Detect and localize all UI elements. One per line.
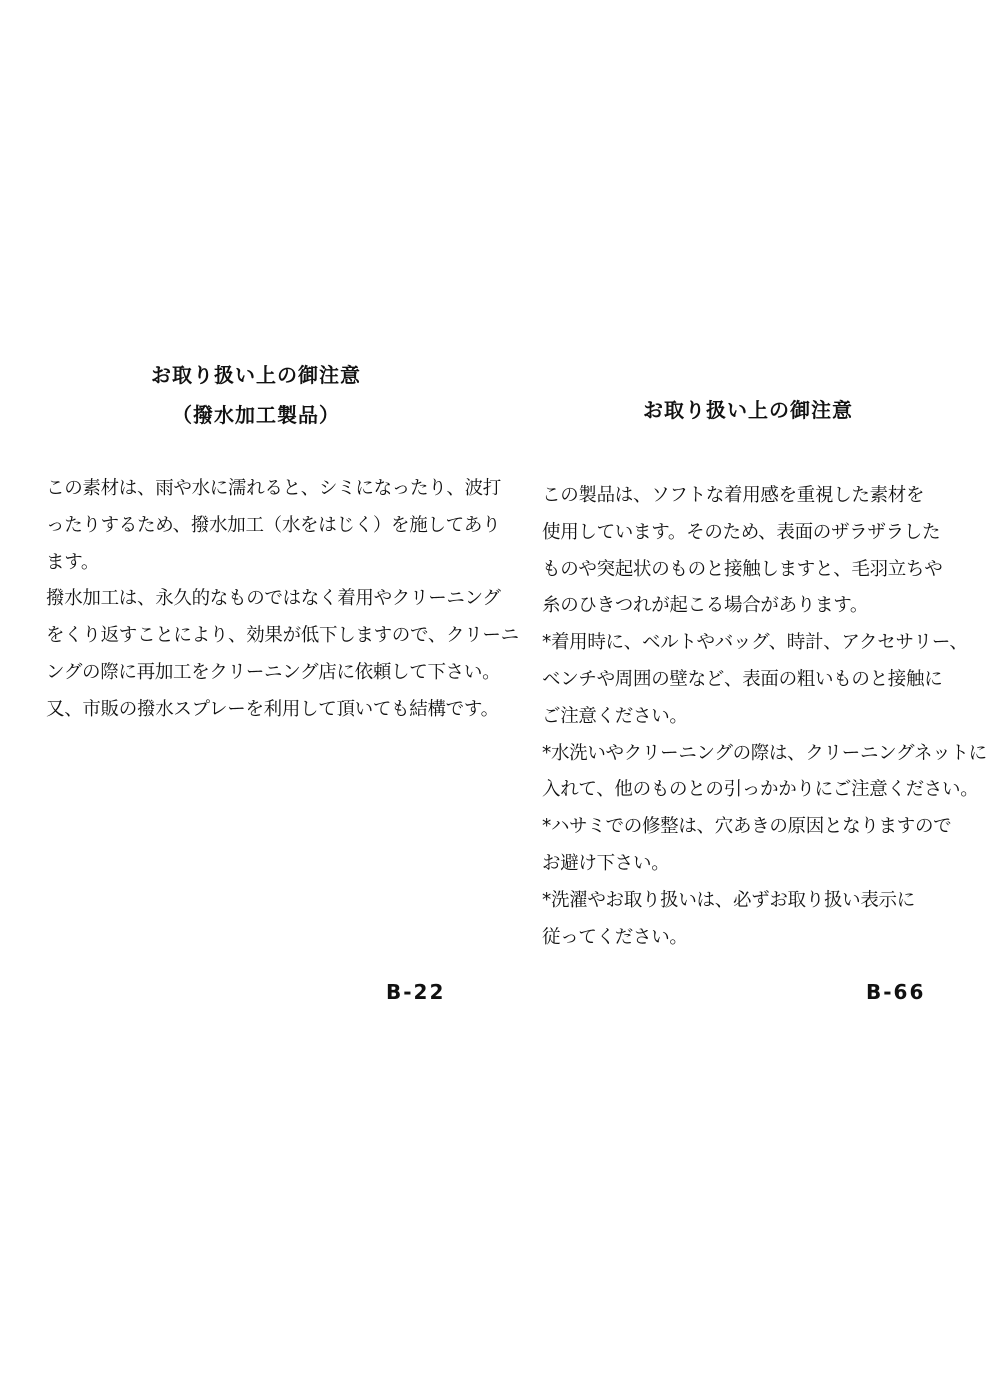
body-line: 撥水加工は、永久的なものではなく着用やクリーニング [46,588,501,610]
body-line: をくり返すことにより、効果が低下しますので、クリーニ [46,625,519,647]
care-label-b66 [528,390,987,956]
body-line: お避け下さい。 [542,852,670,874]
body-line: *水洗いやクリーニングの際は、クリーニングネットに [542,742,987,764]
body-line: 又、市販の撥水スプレーを利用して頂いても結構です。 [46,698,499,720]
body-line: ングの際に再加工をクリーニング店に依頼して下さい。 [46,661,501,683]
label-code-b22: B-22 [386,980,446,1004]
care-body [542,478,987,956]
body-line: 入れて、他のものとの引っかかりにご注意ください。 [542,779,979,801]
body-line: 糸のひきつれが起こる場合があります。 [542,595,869,617]
care-body [46,471,519,729]
body-line: *着用時に、ベルトやバッグ、時計、アクセサリー、 [542,632,968,654]
body-line: 従ってください。 [542,926,688,948]
body-line: *ハサミでの修整は、穴あきの原因となりますので [542,816,952,838]
body-line: この素材は、雨や水に濡れると、シミになったり、波打 [46,478,502,499]
body-line: 使用しています。そのため、表面のザラザラした [542,521,941,543]
care-title: お取り扱い上の御注意 [643,398,853,422]
care-subtitle-line: （撥水加工製品） [172,403,340,427]
body-line: ったりするため、撥水加工（水をはじく）を施してあり [46,514,501,536]
body-line: ものや突起状のものと接触しますと、毛羽立ちや [542,558,943,580]
body-line: ご注意ください。 [542,705,688,727]
label-code-b66: B-66 [866,980,926,1004]
care-label-b22 [30,355,519,729]
body-line: ます。 [46,551,100,573]
body-line: ベンチや周囲の壁など、表面の粗いものと接触に [542,668,943,690]
body-line: この製品は、ソフトな着用感を重視した素材を [542,485,925,506]
care-title [22,355,490,435]
care-title-line: お取り扱い上の御注意 [151,363,361,387]
body-line: *洗濯やお取り扱いは、必ずお取り扱い表示に [542,889,915,911]
